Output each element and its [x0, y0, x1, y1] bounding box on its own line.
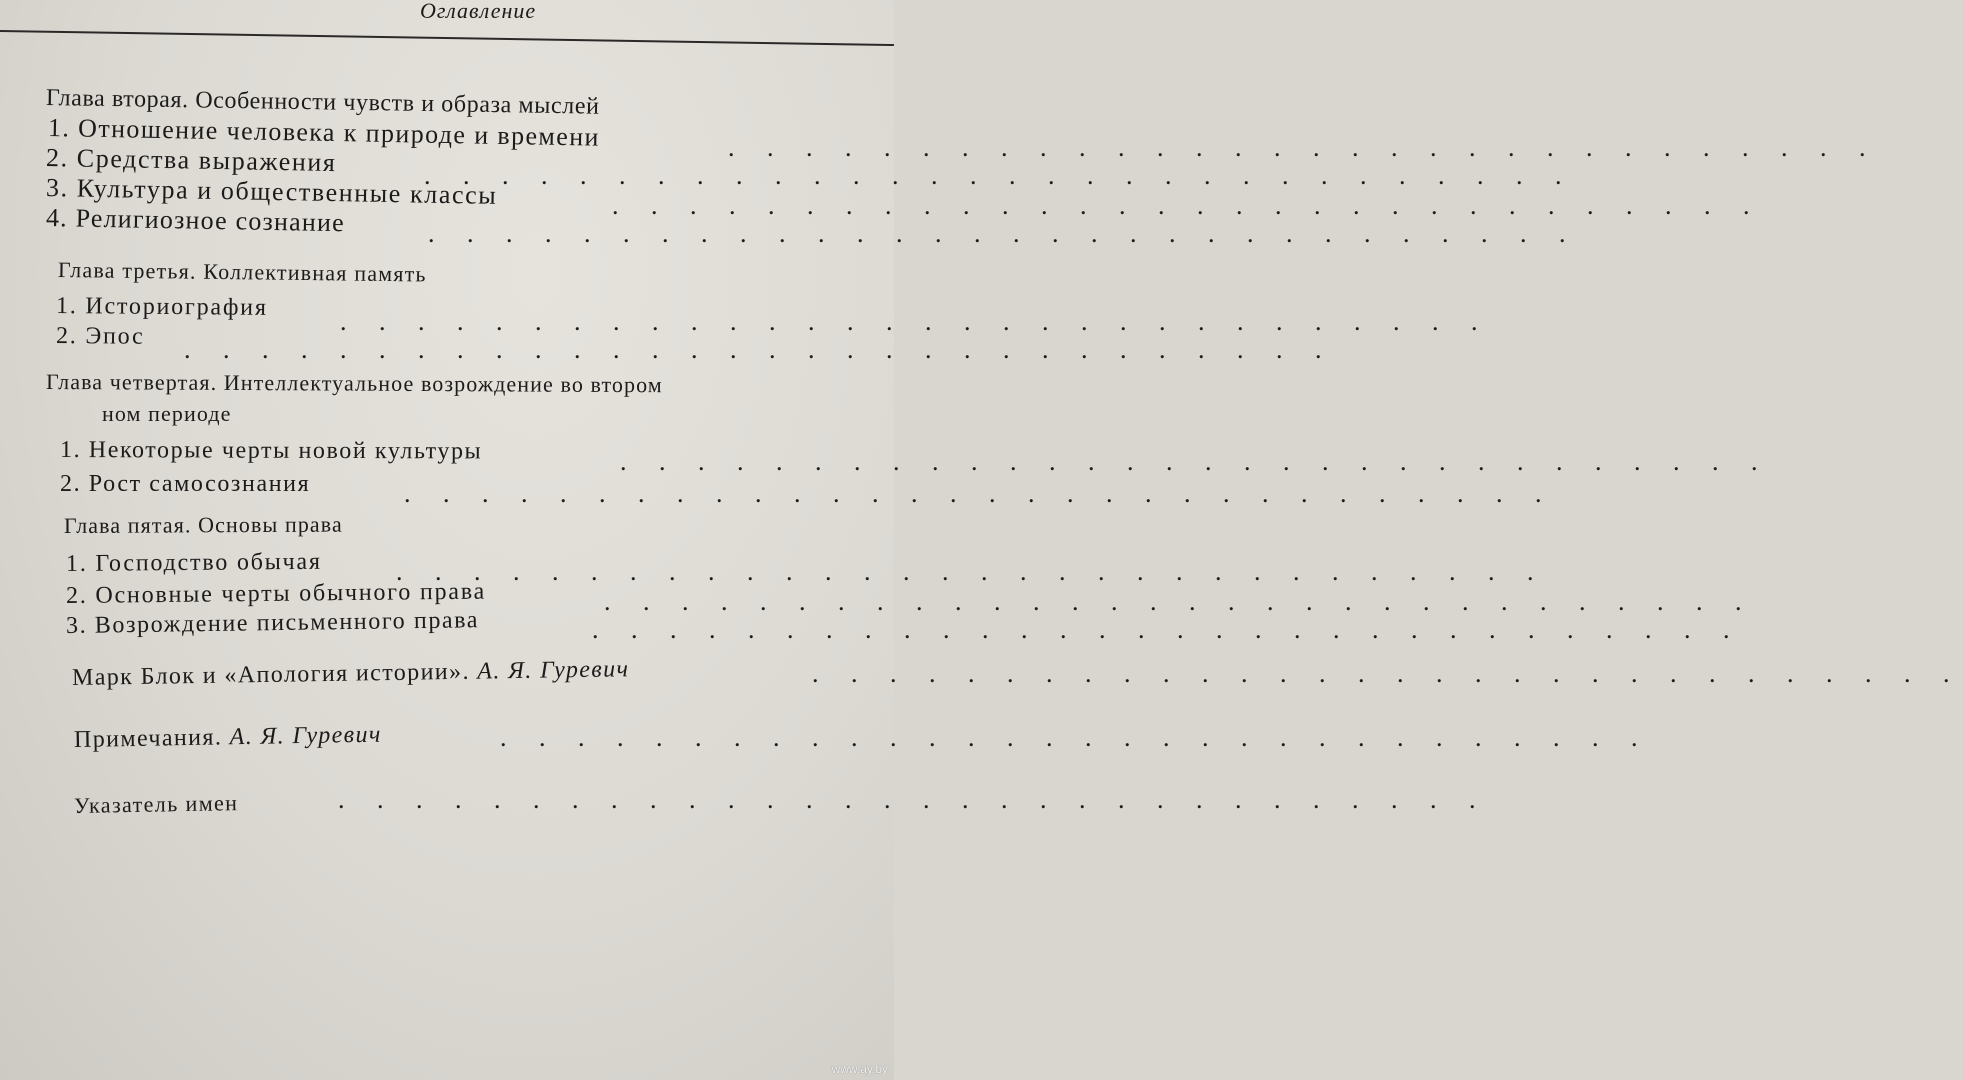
chapter-4-item-2: 2. Рост самосознания: [60, 471, 311, 497]
afterword-entry: [72, 655, 630, 692]
index-entry: Указатель имен: [73, 790, 239, 818]
chapter-3-item-1: 1. Историография: [55, 293, 268, 321]
dot-leader: . . . . . . . . . . . . . . . . . . . . . . . . . . . . . .: [728, 133, 1879, 162]
dot-leader: . . . . . . . . . . . . . . . . . . . . . . . . . . . . . .: [340, 307, 1491, 336]
dot-leader: . . . . . . . . . . . . . . . . . . . . . . . . . . . . . .: [184, 335, 1335, 364]
dot-leader: . . . . . . . . . . . . . . . . . . . . . . . . . . . . . .: [500, 723, 1651, 752]
chapter-3-title: Глава третья. Коллективная память: [57, 257, 427, 287]
chapter-5-item-3: 3. Возрождение письменного права: [65, 607, 480, 639]
notes-author: А. Я. Гуревич: [229, 721, 382, 751]
chapter-5-title: Глава пятая. Основы права: [63, 511, 343, 538]
chapter-2-title: Глава вторая. Особенности чувств и образа мыслей: [45, 85, 600, 120]
dot-leader: . . . . . . . . . . . . . . . . . . . . . . . . . . . . . .: [592, 615, 1743, 644]
chapter-2-item-1: 1. Отношение человека к природе и времени: [47, 113, 601, 152]
dot-leader: . . . . . . . . . . . . . . . . . . . . . . . . . . . . . .: [428, 219, 1579, 248]
notes-title: Примечания.: [73, 724, 223, 753]
chapter-4-title-line-1: Глава четвертая. Интеллектуальное возрождение во втором: [45, 369, 663, 398]
chapter-5-item-2: 2. Основные черты обычного права: [65, 578, 487, 609]
notes-entry: [74, 721, 382, 754]
dot-leader: . . . . . . . . . . . . . . . . . . . . . . . . . . . . . .: [338, 785, 1489, 814]
dot-leader: . . . . . . . . . . . . . . . . . . . . . . . . . . . . . .: [404, 479, 1555, 508]
chapter-4-title-line-2: ном периоде: [102, 401, 232, 426]
page-header-title: Оглавление: [420, 0, 537, 23]
chapter-5-item-1: 1. Господство обычая: [65, 548, 322, 577]
chapter-2-item-3: 3. Культура и общественные классы: [45, 173, 498, 210]
dot-leader: . . . . . . . . . . . . . . . . . . . . . . . . . . . . . .: [812, 659, 1963, 688]
watermark-text: www.ay.by: [831, 1062, 888, 1076]
chapter-3-item-2: 2. Эпос: [55, 323, 145, 350]
afterword-title: Марк Блок и «Апология истории».: [71, 658, 471, 691]
dot-leader: . . . . . . . . . . . . . . . . . . . . . . . . . . . . . .: [604, 587, 1755, 616]
dot-leader: . . . . . . . . . . . . . . . . . . . . . . . . . . . . . .: [620, 447, 1771, 476]
dot-leader: . . . . . . . . . . . . . . . . . . . . . . . . . . . . . .: [612, 191, 1763, 220]
afterword-author: А. Я. Гуревич: [477, 656, 630, 685]
dot-leader: . . . . . . . . . . . . . . . . . . . . . . . . . . . . . .: [424, 161, 1575, 190]
chapter-4-item-1: 1. Некоторые черты новой культуры: [59, 437, 483, 465]
dot-leader: . . . . . . . . . . . . . . . . . . . . . . . . . . . . . .: [396, 557, 1547, 586]
chapter-2-item-2: 2. Средства выражения: [45, 143, 337, 178]
header-rule: [0, 30, 894, 46]
chapter-2-item-4: 4. Религиозное сознание: [45, 203, 346, 238]
